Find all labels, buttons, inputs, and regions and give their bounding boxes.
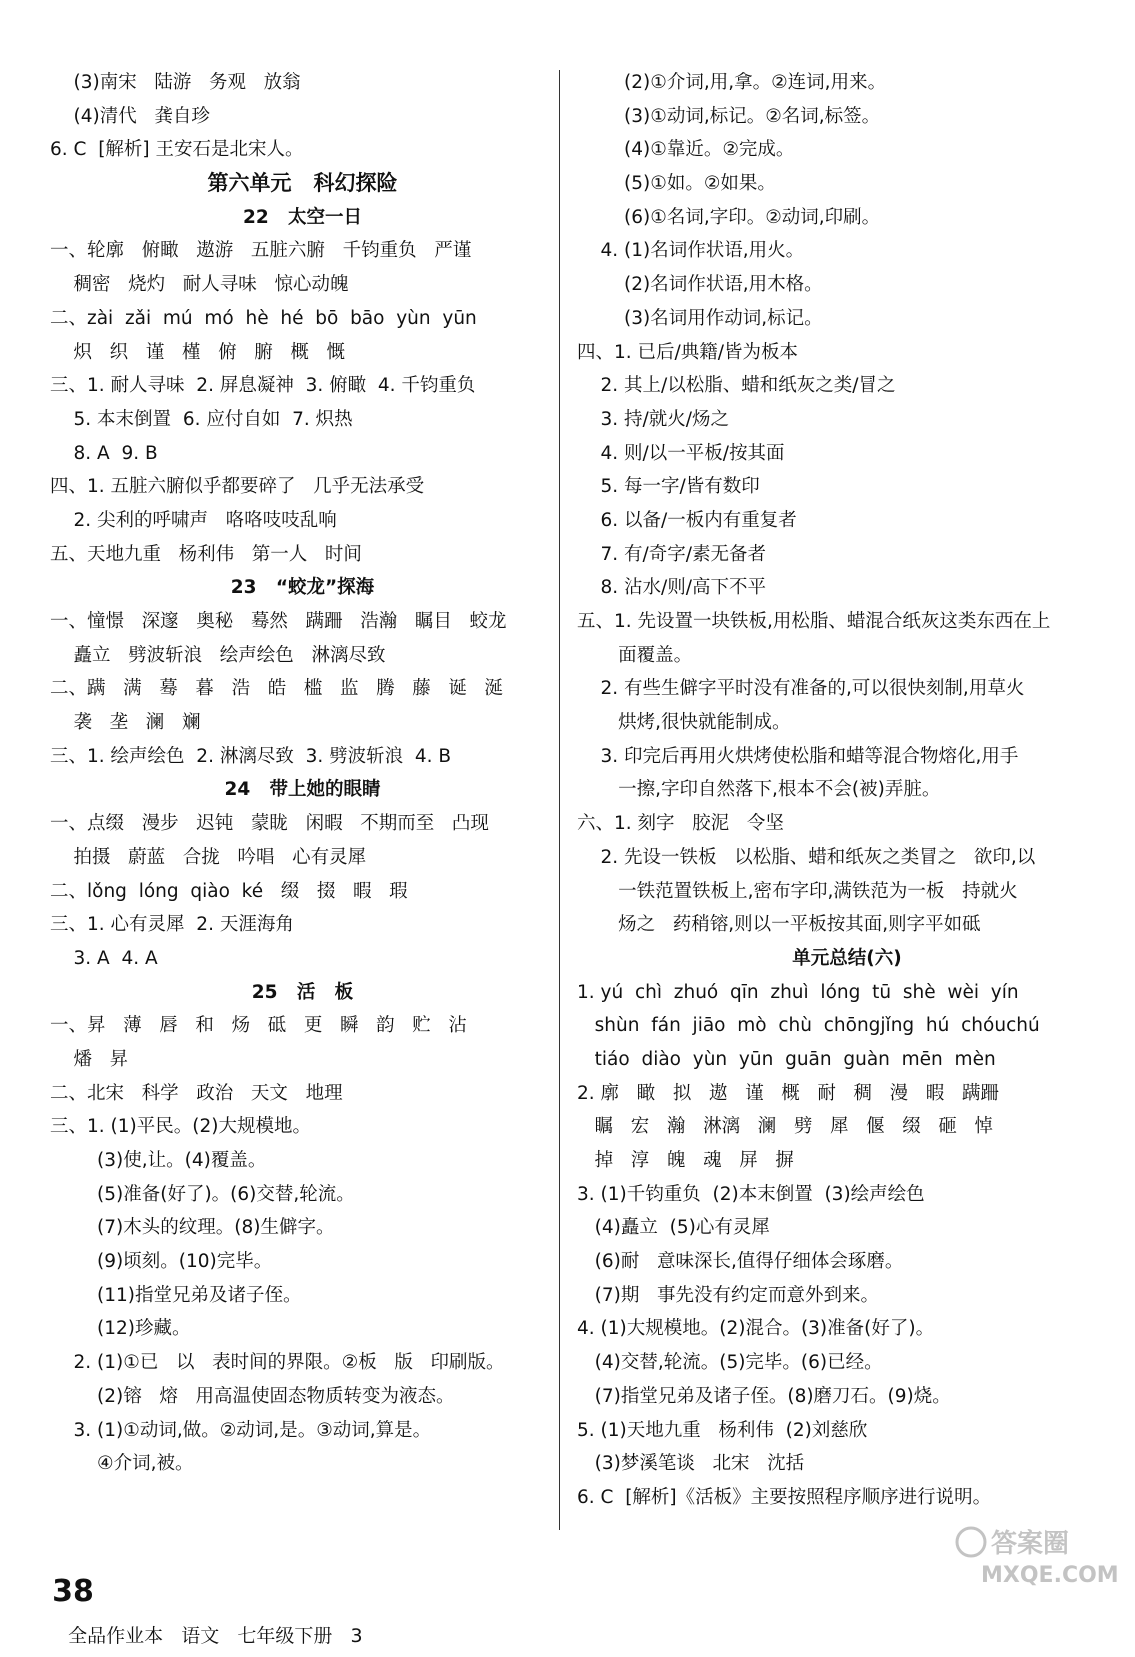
answer-line: (3)使,让。(4)覆盖。 xyxy=(50,1150,267,1171)
watermark-text: MXQE.COM xyxy=(981,1563,1119,1588)
lesson-heading: 25 活 板 xyxy=(251,981,354,1003)
answer-line: (2)①介词,用,拿。②连词,用来。 xyxy=(577,72,887,93)
answer-line: (11)指堂兄弟及诸子侄。 xyxy=(50,1284,302,1306)
answer-line: 1. yú chì zhuó qīn zhuì lóng tū shè wèi yín xyxy=(577,981,1019,1003)
answer-line: 8. A 9. B xyxy=(50,442,158,464)
answer-line: (9)顷刻。(10)完毕。 xyxy=(50,1251,273,1273)
answer-line: (2)镕 熔 用高温使固态物质转变为液态。 xyxy=(50,1385,455,1407)
unit-heading: 第六单元 科幻探险 xyxy=(207,171,398,196)
answer-line: 掉 淳 魄 魂 屏 摒 xyxy=(577,1150,794,1171)
answer-line: 6. C [解析] 王安石是北宋人。 xyxy=(50,139,304,161)
answer-line: 炀之 药稍镕,则以一平板按其面,则字平如砥 xyxy=(577,914,981,936)
answer-line: (6)①名词,字印。②动词,印刷。 xyxy=(577,206,881,228)
lesson-heading: 单元总结(六) xyxy=(792,947,902,969)
answer-line: 3. 印完后再用火烘烤使松脂和蜡等混合物熔化,用手 xyxy=(577,745,1019,767)
answer-line: 面覆盖。 xyxy=(577,644,693,666)
answer-line: (5)准备(好了)。(6)交替,轮流。 xyxy=(50,1183,355,1205)
answer-line: 二、北宋 科学 政治 天文 地理 xyxy=(50,1082,343,1104)
answer-line: 3. 持/就火/炀之 xyxy=(577,408,730,430)
answer-line: (3)梦溪笔谈 北宋 沈括 xyxy=(577,1453,805,1475)
lesson-heading: 24 带上她的眼睛 xyxy=(224,779,381,801)
answer-line: (12)珍藏。 xyxy=(50,1318,191,1340)
answer-line: (3)南宋 陆游 务观 放翁 xyxy=(50,72,301,93)
page-number: 38 xyxy=(52,1574,94,1609)
answer-line: 2. (1)①已 以 表时间的界限。②板 版 印刷版。 xyxy=(50,1352,505,1374)
answer-line: (7)指堂兄弟及诸子侄。(8)磨刀石。(9)烧。 xyxy=(577,1385,951,1407)
answer-line: 三、1. 绘声绘色 2. 淋漓尽致 3. 劈波斩浪 4. B xyxy=(50,745,452,767)
answer-line: 3. (1)千钧重负 (2)本末倒置 (3)绘声绘色 xyxy=(577,1183,925,1205)
answer-line: 三、1. (1)平民。(2)大规模地。 xyxy=(50,1116,311,1138)
answer-line: shùn fán jiāo mò chù chōngjǐng hú chóuchú xyxy=(577,1015,1040,1037)
answer-line: 二、蹒 满 蓦 暮 浩 皓 槛 监 腾 藤 诞 涎 xyxy=(50,678,504,700)
answer-line: (4)①靠近。②完成。 xyxy=(577,139,795,161)
answer-line: 4. (1)大规模地。(2)混合。(3)准备(好了)。 xyxy=(577,1318,935,1340)
answer-line: 2. 先设一铁板 以松脂、蜡和纸灰之类冒之 欲印,以 xyxy=(577,846,1036,868)
answer-line: 3. A 4. A xyxy=(50,947,158,969)
answer-line: 2. 其上/以松脂、蜡和纸灰之类/冒之 xyxy=(577,375,896,397)
answer-line: (4)清代 龚自珍 xyxy=(50,105,210,127)
answer-line: (3)名词用作动词,标记。 xyxy=(577,307,823,329)
answer-line: 矗立 劈波斩浪 绘声绘色 淋漓尽致 xyxy=(50,644,386,666)
left-column xyxy=(50,66,555,1481)
answer-line: (4)交替,轮流。(5)完毕。(6)已经。 xyxy=(577,1352,883,1374)
right-column xyxy=(577,66,1117,1515)
lesson-heading: 22 太空一日 xyxy=(242,206,363,228)
answer-line: 5. 本末倒置 6. 应付自如 7. 炽热 xyxy=(50,408,353,430)
answer-line: (2)名词作状语,用木格。 xyxy=(577,274,823,296)
answer-line: (5)①如。②如果。 xyxy=(577,173,776,195)
answer-line: 四、1. 五脏六腑似乎都要碎了 几乎无法承受 xyxy=(50,476,425,498)
answer-line: (3)①动词,标记。②名词,标签。 xyxy=(577,105,881,127)
answer-line: 4. (1)名词作状语,用火。 xyxy=(577,240,805,262)
book-title: 全品作业本 语文 七年级下册 3 xyxy=(68,1625,363,1647)
answer-line: 烘烤,很快就能制成。 xyxy=(577,712,791,734)
answer-line: 五、天地九重 杨利伟 第一人 时间 xyxy=(50,543,362,565)
answer-line: 一、憧憬 深邃 奥秘 蓦然 蹒跚 浩瀚 瞩目 蛟龙 xyxy=(50,611,507,632)
answer-line: 4. 则/以一平板/按其面 xyxy=(577,442,785,464)
answer-line: (6)耐 意味深长,值得仔细体会琢磨。 xyxy=(577,1251,904,1273)
answer-line: (7)木头的纹理。(8)生僻字。 xyxy=(50,1217,335,1239)
answer-line: 三、1. 耐人寻味 2. 屏息凝神 3. 俯瞰 4. 千钧重负 xyxy=(50,375,476,397)
answer-line: 3. (1)①动词,做。②动词,是。③动词,算是。 xyxy=(50,1419,432,1441)
answer-line: tiáo diào yùn yūn guān guàn mēn mèn xyxy=(577,1048,996,1070)
answer-line: 二、zài zǎi mú mó hè hé bō bāo yùn yūn xyxy=(50,307,477,329)
answer-line: 2. 廓 瞰 拟 遨 谨 概 耐 稠 漫 暇 蹒跚 xyxy=(577,1082,999,1104)
lesson-heading: 23 “蛟龙”探海 xyxy=(230,577,375,599)
answer-line: 拍摄 蔚蓝 合拢 吟唱 心有灵犀 xyxy=(50,846,367,868)
answer-line: 6. C [解析]《活板》主要按照程序顺序进行说明。 xyxy=(577,1486,992,1508)
answer-line: 8. 沾水/则/高下不平 xyxy=(577,577,767,599)
answer-line: 一、轮廓 俯瞰 遨游 五脏六腑 千钧重负 严谨 xyxy=(50,240,472,262)
watermark-logo xyxy=(951,1520,1121,1590)
answer-line: 炽 织 谨 槿 俯 腑 概 慨 xyxy=(50,341,346,363)
answer-line: 二、lǒng lóng qiào ké 缀 掇 暇 瑕 xyxy=(50,880,408,902)
answer-line: 5. 每一字/皆有数印 xyxy=(577,476,760,498)
watermark-logo-text: 答案圈 xyxy=(991,1529,1070,1559)
answer-line: 六、1. 刻字 胶泥 令坚 xyxy=(577,813,784,835)
answer-line: 一、点缀 漫步 迟钝 蒙眬 闲暇 不期而至 凸现 xyxy=(50,813,489,835)
answer-line: 一、昇 薄 唇 和 炀 砥 更 瞬 韵 贮 沾 xyxy=(50,1015,467,1037)
answer-line: ④介词,被。 xyxy=(50,1453,194,1475)
answer-line: 四、1. 已后/典籍/皆为板本 xyxy=(577,341,798,363)
answer-line: 袭 垄 澜 斓 xyxy=(50,712,201,734)
answer-line: 燔 昇 xyxy=(50,1048,129,1070)
answer-line: 2. 尖利的呼啸声 咯咯吱吱乱响 xyxy=(50,509,337,531)
answer-line: 一铁范置铁板上,密布字印,满铁范为一板 持就火 xyxy=(577,880,1018,902)
answer-line: (4)矗立 (5)心有灵犀 xyxy=(577,1217,770,1239)
answer-line: 瞩 宏 瀚 淋漓 澜 劈 犀 偃 缀 砸 悼 xyxy=(577,1116,994,1138)
answer-line: 一擦,字印自然落下,根本不会(被)弄脏。 xyxy=(577,779,941,801)
answer-line: 2. 有些生僻字平时没有准备的,可以很快刻制,用草火 xyxy=(577,678,1025,700)
answer-line: 5. (1)天地九重 杨利伟 (2)刘慈欣 xyxy=(577,1419,868,1441)
answer-line: 6. 以备/一板内有重复者 xyxy=(577,509,797,531)
page-footer xyxy=(42,1532,363,1647)
answer-line: 稠密 烧灼 耐人寻味 惊心动魄 xyxy=(50,274,349,296)
column-divider xyxy=(559,70,560,1530)
answer-line: 五、1. 先设置一块铁板,用松脂、蜡混合纸灰这类东西在上 xyxy=(577,611,1051,632)
answer-line: (7)期 事先没有约定而意外到来。 xyxy=(577,1284,879,1306)
answer-line: 7. 有/奇字/素无备者 xyxy=(577,543,767,565)
answer-line: 三、1. 心有灵犀 2. 天涯海角 xyxy=(50,914,294,936)
